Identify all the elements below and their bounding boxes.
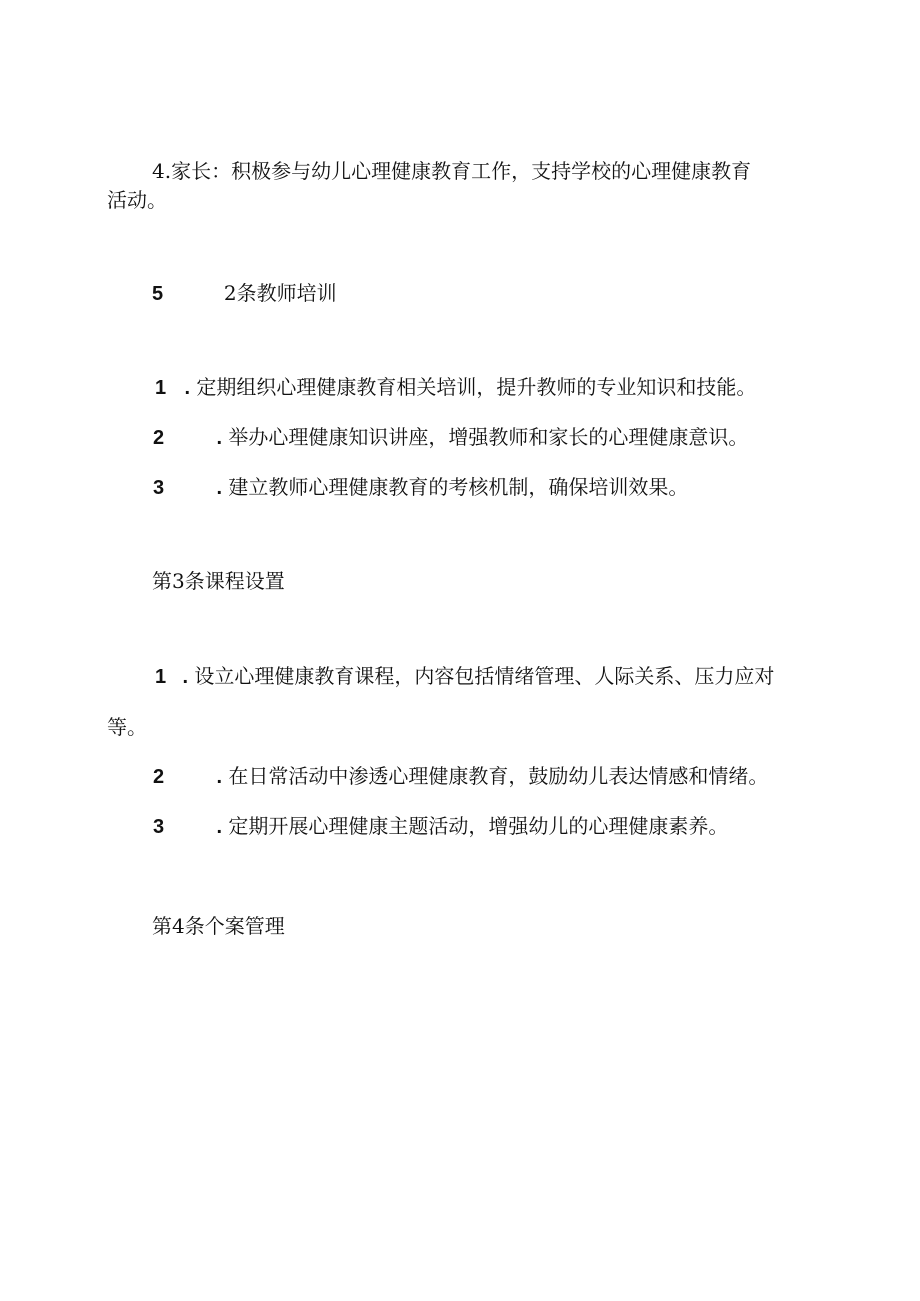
item-number: 2 <box>153 427 165 449</box>
training-item-3 <box>153 475 688 500</box>
item-separator: . <box>184 377 191 399</box>
item-separator: . <box>216 766 223 788</box>
item4-parent-line2: 活动。 <box>107 188 167 212</box>
item-text: 设立心理健康教育课程，内容包括情绪管理、人际关系、压力应对 <box>194 664 775 688</box>
item-separator: . <box>216 816 223 838</box>
training-item-2 <box>153 425 748 450</box>
item-number: 2 <box>153 766 165 788</box>
heading-case-management: 第4条个案管理 <box>152 914 285 938</box>
curriculum-item-3 <box>153 814 728 839</box>
item-number: 3 <box>153 816 165 838</box>
item-text: 在日常活动中渗透心理健康教育，鼓励幼儿表达情感和情绪。 <box>228 764 769 788</box>
item-separator: . <box>216 477 223 499</box>
heading-teacher-training <box>152 281 337 306</box>
curriculum-item-2 <box>153 764 768 789</box>
curriculum-item-1-continuation: 等。 <box>107 715 147 739</box>
heading-number: 5 <box>152 283 164 305</box>
item-text: 举办心理健康知识讲座，增强教师和家长的心理健康意识。 <box>228 425 749 449</box>
item-text: 建立教师心理健康教育的考核机制，确保培训效果。 <box>228 475 689 499</box>
item4-parent-line1: 4.家长：积极参与幼儿心理健康教育工作，支持学校的心理健康教育 <box>152 159 752 183</box>
item-separator: . <box>216 427 223 449</box>
item-text: 定期组织心理健康教育相关培训，提升教师的专业知识和技能。 <box>196 375 757 399</box>
item-separator: . <box>182 666 189 688</box>
item-number: 3 <box>153 477 165 499</box>
item-number: 1 <box>155 377 167 399</box>
heading-curriculum: 第3条课程设置 <box>152 569 285 593</box>
curriculum-item-1 <box>155 664 774 689</box>
item-text: 定期开展心理健康主题活动，增强幼儿的心理健康素养。 <box>228 814 729 838</box>
item-number: 1 <box>155 666 167 688</box>
heading-text: 2条教师培训 <box>223 281 337 305</box>
training-item-1 <box>155 375 756 400</box>
